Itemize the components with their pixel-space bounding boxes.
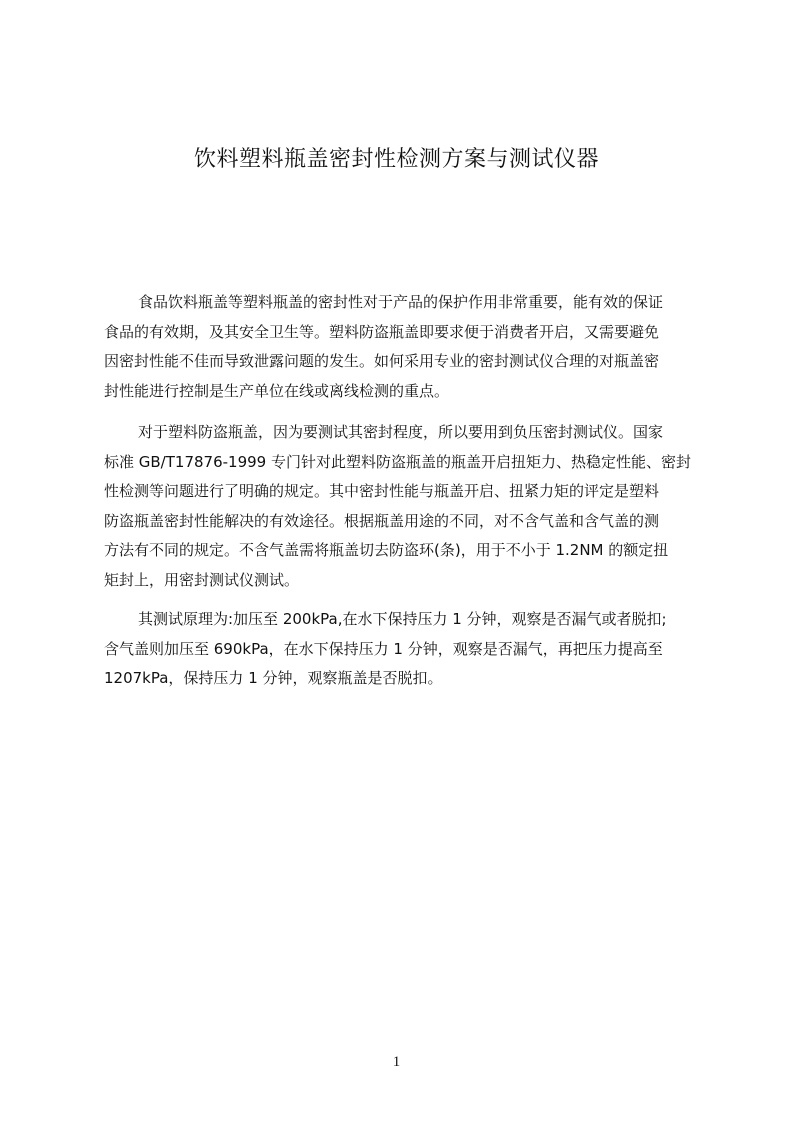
paragraph-line: 含气盖则加压至 690kPa，在水下保持压力 1 分钟，观察是否漏气，再把压力提高至 bbox=[104, 639, 663, 658]
paragraph-line: 食品的有效期，及其安全卫生等。塑料防盗瓶盖即要求便于消费者开启，又需要避免 bbox=[104, 322, 660, 341]
paragraph-line: 对于塑料防盗瓶盖，因为要测试其密封程度，所以要用到负压密封测试仪。国家 bbox=[138, 423, 664, 441]
document-title: 饮料塑料瓶盖密封性检测方案与测试仪器 bbox=[193, 147, 599, 172]
paragraph-line: 因密封性能不佳而导致泄露问题的发生。如何采用专业的密封测试仪合理的对瓶盖密 bbox=[104, 352, 660, 370]
paragraph-line: 封性能进行控制是生产单位在线或离线检测的重点。 bbox=[104, 381, 450, 400]
paragraph-line: 1207kPa，保持压力 1 分钟，观察瓶盖是否脱扣。 bbox=[104, 669, 443, 687]
paragraph-line: 食品饮料瓶盖等塑料瓶盖的密封性对于产品的保护作用非常重要，能有效的保证 bbox=[138, 293, 664, 311]
paragraph-line: 防盗瓶盖密封性能解决的有效途径。根据瓶盖用途的不同，对不含气盖和含气盖的测 bbox=[104, 511, 660, 530]
paragraph-line: 标准 GB/T17876-1999 专门针对此塑料防盗瓶盖的瓶盖开启扭矩力、热稳定性能、密封 bbox=[104, 452, 691, 471]
paragraph-line: 方法有不同的规定。不含气盖需将瓶盖切去防盗环(条)，用于不小于 1.2NM 的额定扭 bbox=[104, 541, 669, 559]
paragraph-3 bbox=[104, 605, 704, 694]
paragraph-1 bbox=[104, 288, 704, 406]
paragraph-line: 矩封上，用密封测试仪测试。 bbox=[104, 570, 300, 589]
paragraph-2 bbox=[104, 418, 704, 595]
paragraph-line: 其测试原理为:加压至 200kPa,在水下保持压力 1 分钟，观察是否漏气或者脱扣; bbox=[138, 610, 667, 628]
page-number: 1 bbox=[392, 1054, 401, 1070]
paragraph-line: 性检测等问题进行了明确的规定。其中密封性能与瓶盖开启、扭紧力矩的评定是塑料 bbox=[104, 482, 660, 500]
